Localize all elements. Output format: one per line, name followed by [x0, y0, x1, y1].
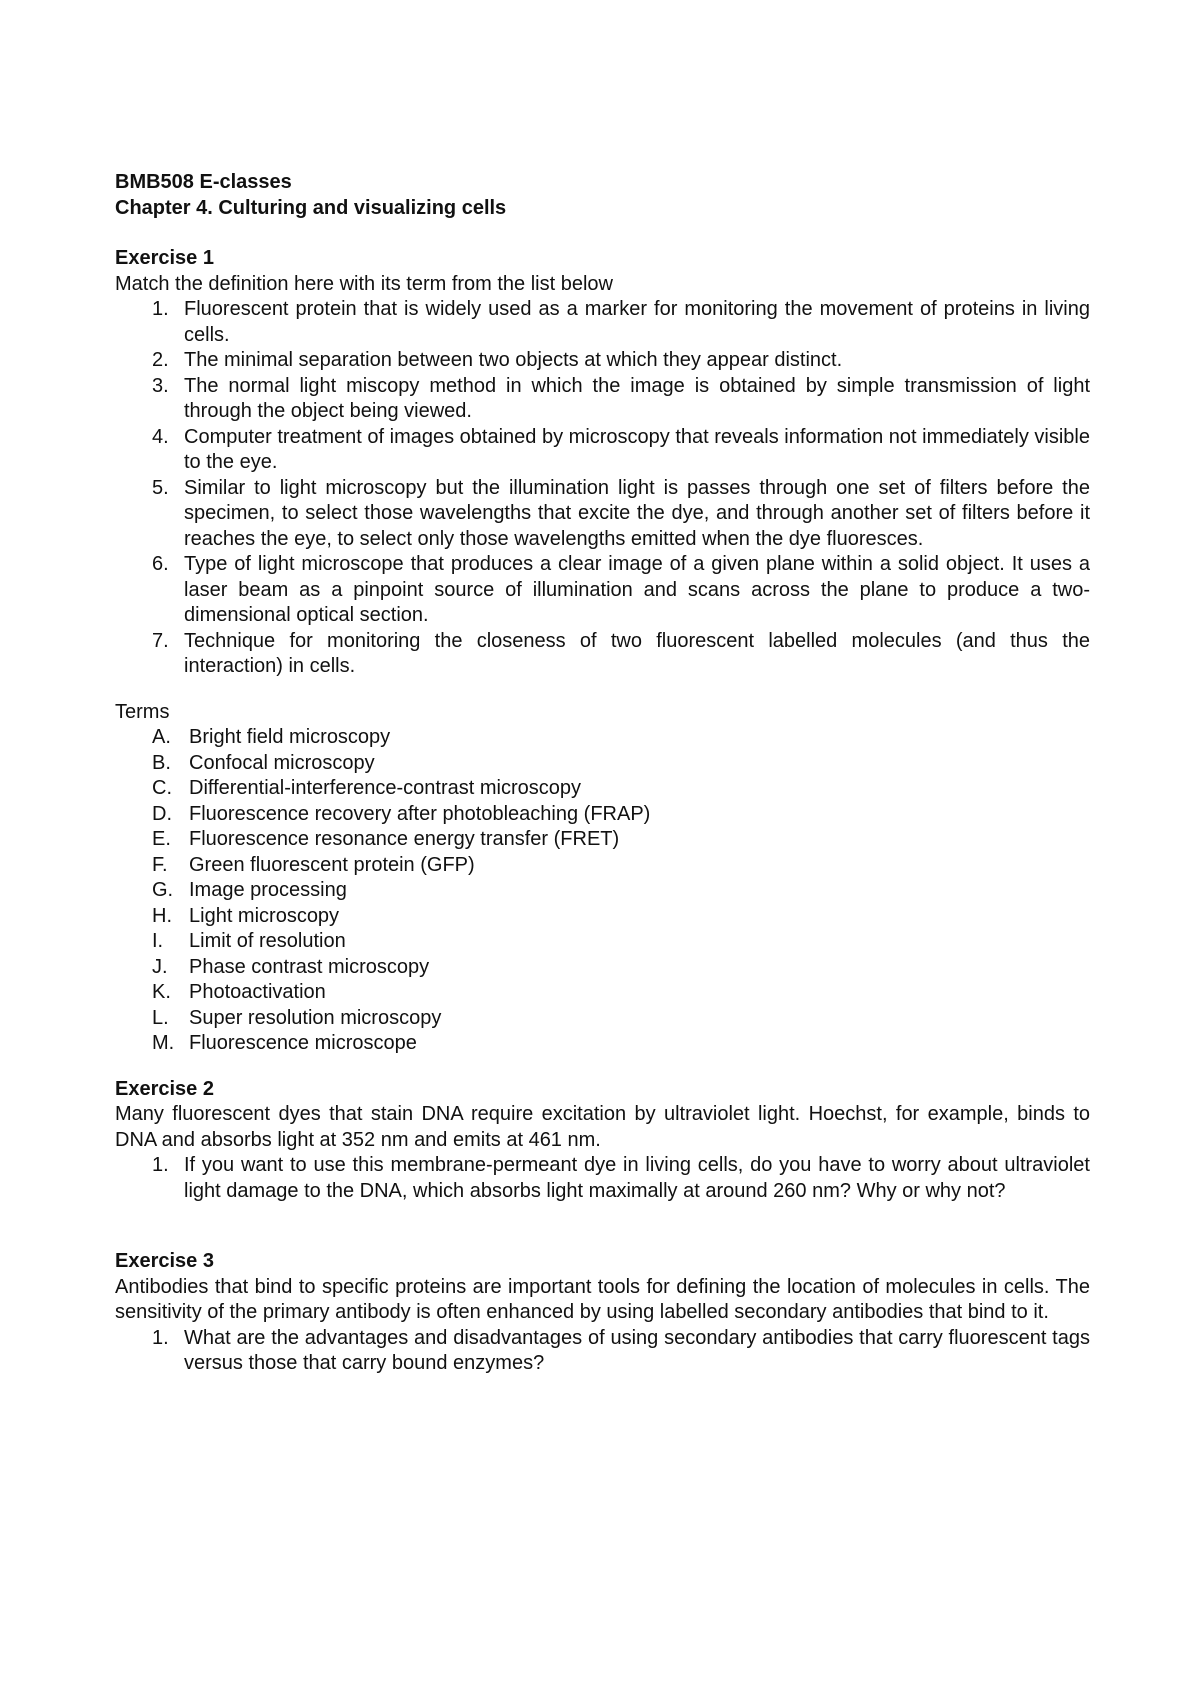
definition-item [115, 348, 1090, 374]
term-letter: H. [152, 904, 172, 927]
term-text: Fluorescence resonance energy transfer (FRET) [189, 828, 620, 850]
exercise-2-heading: Exercise 2 [115, 1077, 214, 1100]
term-letter: B. [152, 751, 171, 774]
definition-text: The minimal separation between two objects at which they appear distinct. [184, 349, 843, 371]
term-text: Fluorescence microscope [189, 1032, 417, 1054]
term-text: Light microscopy [189, 904, 340, 927]
term-letter: L. [152, 1006, 169, 1029]
term-letter: I. [152, 930, 164, 952]
definition-number: 1. [152, 298, 169, 320]
definition-number: 5. [152, 476, 169, 499]
term-letter: E. [152, 828, 171, 850]
exercise-1-instruction: Match the definition here with its term from the list below [115, 272, 613, 295]
term-letter: J. [152, 955, 168, 978]
definition-text: Similar to light microscopy but the illumination light is passes through one set of filters before the specimen, to select those wavelengths that excite the dye, and through another set of filters before it reaches the eye, to select only those wavelengths emitted when the dye fluoresces. [184, 476, 1090, 550]
term-item [115, 725, 1090, 751]
exercise-1 [115, 246, 1090, 1057]
term-letter: M. [152, 1032, 175, 1054]
term-text: Limit of resolution [189, 930, 346, 952]
term-item [115, 955, 1090, 981]
term-text: Confocal microscopy [189, 751, 375, 774]
definition-text: Type of light microscope that produces a clear image of a given plane within a solid object. It uses a laser beam as a pinpoint source of illumination and scans across the plane to produce a two-dimensional optical section. [184, 553, 1090, 626]
exercise-3-questions [115, 1326, 1090, 1377]
term-item [115, 776, 1090, 802]
definition-number: 4. [152, 425, 169, 448]
term-item [115, 929, 1090, 955]
term-text: Super resolution microscopy [189, 1006, 442, 1029]
definition-number: 2. [152, 349, 169, 371]
question-text: What are the advantages and disadvantages of using secondary antibodies that carry fluorescent tags versus those that carry bound enzymes? [184, 1326, 1090, 1374]
term-item [115, 1031, 1090, 1057]
term-text: Image processing [189, 879, 347, 901]
term-letter: C. [152, 777, 172, 799]
document-page [115, 170, 1090, 1377]
definition-text: Fluorescent protein that is widely used as a marker for monitoring the movement of proteins in living cells. [184, 298, 1090, 346]
term-item [115, 980, 1090, 1006]
exercise-3-intro: Antibodies that bind to specific proteins are important tools for defining the location of molecules in cells. The sensitivity of the primary antibody is often enhanced by using labelled secondary antibodies that bind to it. [115, 1275, 1090, 1323]
term-text: Green fluorescent protein (GFP) [189, 853, 475, 876]
term-item [115, 853, 1090, 879]
definition-item [115, 297, 1090, 348]
question-item [115, 1326, 1090, 1377]
chapter-title: Chapter 4. Culturing and visualizing cells [115, 196, 507, 219]
term-letter: D. [152, 802, 172, 825]
term-item [115, 878, 1090, 904]
term-text: Bright field microscopy [189, 726, 391, 748]
term-letter: G. [152, 879, 174, 901]
terms-list [115, 725, 1090, 1057]
terms-label: Terms [115, 700, 170, 723]
term-item [115, 751, 1090, 777]
term-item [115, 827, 1090, 853]
definition-item [115, 552, 1090, 629]
definition-number: 6. [152, 553, 169, 575]
exercise-3 [115, 1249, 1090, 1377]
question-number: 1. [152, 1326, 169, 1349]
definition-number: 7. [152, 629, 169, 652]
term-text: Fluorescence recovery after photobleaching (FRAP) [189, 802, 651, 825]
term-text: Photoactivation [189, 981, 326, 1003]
term-item [115, 1006, 1090, 1032]
definition-item [115, 425, 1090, 476]
exercise-2-questions [115, 1153, 1090, 1204]
term-letter: A. [152, 726, 171, 748]
exercise-3-heading: Exercise 3 [115, 1250, 214, 1272]
definition-item [115, 629, 1090, 680]
definition-item [115, 476, 1090, 553]
term-letter: F. [152, 853, 168, 876]
term-text: Phase contrast microscopy [189, 955, 430, 978]
definition-number: 3. [152, 374, 169, 397]
term-item [115, 904, 1090, 930]
exercise-2-intro: Many fluorescent dyes that stain DNA require excitation by ultraviolet light. Hoechst, for example, binds to DNA and absorbs light at 352 nm and emits at 461 nm. [115, 1103, 1090, 1151]
exercise-2 [115, 1077, 1090, 1205]
term-letter: K. [152, 981, 171, 1003]
definition-text: Computer treatment of images obtained by microscopy that reveals information not immediately visible to the eye. [184, 425, 1090, 473]
definition-text: Technique for monitoring the closeness of two fluorescent labelled molecules (and thus the interaction) in cells. [184, 629, 1090, 677]
question-number: 1. [152, 1154, 169, 1176]
question-item [115, 1153, 1090, 1204]
definitions-list [115, 297, 1090, 680]
term-item [115, 802, 1090, 828]
definition-item [115, 374, 1090, 425]
question-text: If you want to use this membrane-permeant dye in living cells, do you have to worry about ultraviolet light damage to the DNA, which absorbs light maximally at around 260 nm? Why or why not? [184, 1154, 1090, 1202]
term-text: Differential-interference-contrast microscopy [189, 777, 582, 799]
exercise-1-heading: Exercise 1 [115, 247, 214, 269]
definition-text: The normal light miscopy method in which the image is obtained by simple transmission of light through the object being viewed. [184, 374, 1090, 422]
course-title: BMB508 E-classes [115, 171, 292, 193]
